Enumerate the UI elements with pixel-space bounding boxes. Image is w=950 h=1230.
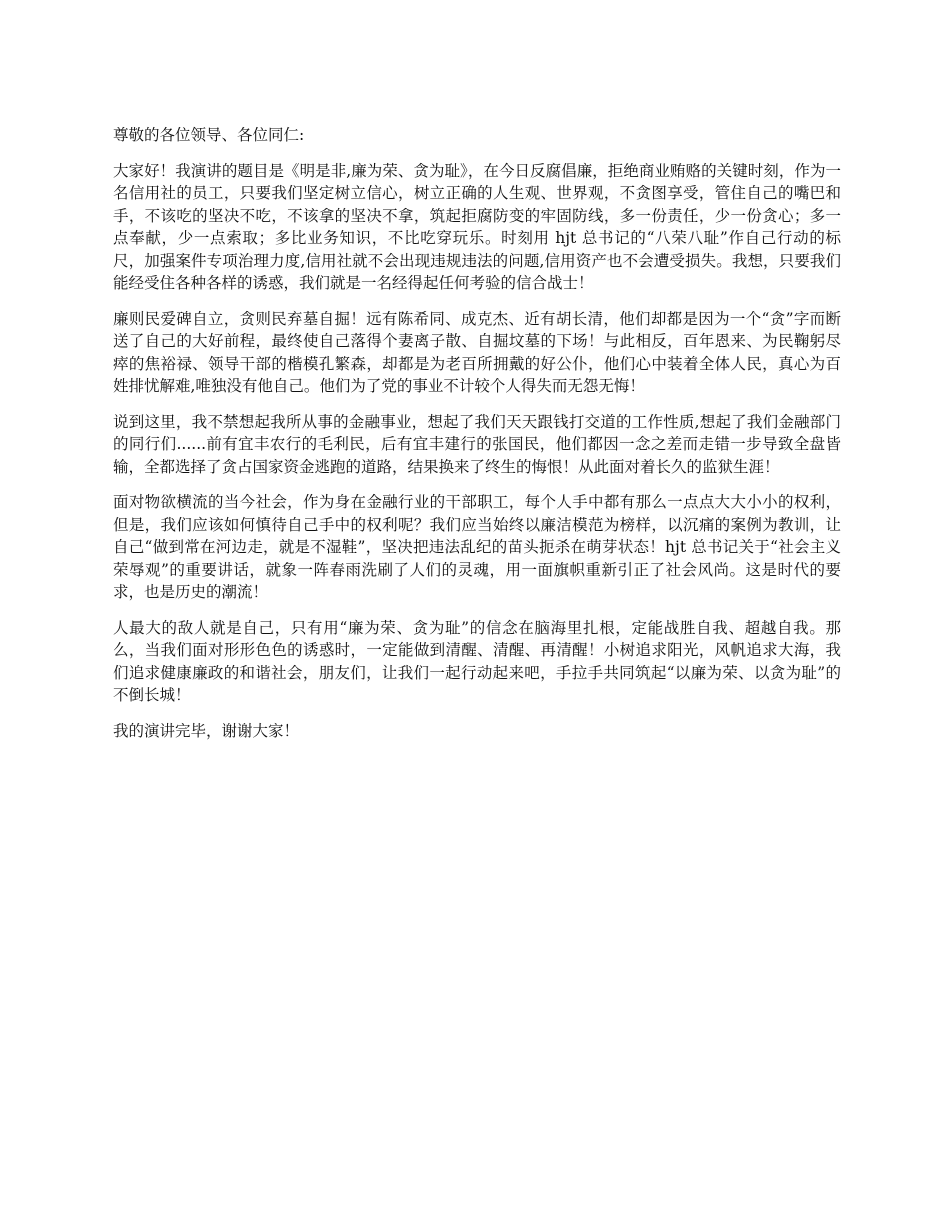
paragraph-integrity: 廉则民爱碑自立，贪则民弃墓自掘！远有陈希同、成克杰、近有胡长清，他们却都是因为一个“贪”字而断送了自己的大好前程，最终使自己落得个妻离子散、自掘坟墓的下场！与此相反，百年恩来、为民鞠躬尽瘁的焦裕禄、领导干部的楷模孔繁森，却都是为老百所拥戴的好公仆，他们心中装着全体人民，真心为百姓排忧解难,唯独没有他自己。他们为了党的事业不计较个人得失而无怨无悔！ (113, 309, 841, 395)
paragraph-intro: 大家好！我演讲的题目是《明是非,廉为荣、贪为耻》，在今日反腐倡廉，拒绝商业贿赂的关键时刻，作为一名信用社的员工，只要我们坚定树立信心，树立正确的人生观、世界观，不贪图享受，管住自己的嘴巴和手，不该吃的坚决不吃，不该拿的坚决不拿，筑起拒腐防变的牢固防线，多一份责任，少一份贪心；多一点奉献，少一点索取；多比业务知识，不比吃穿玩乐。时刻用 hjt 总书记的“八荣八耻”作自己行动的标尺，加强案件专项治理力度,信用社就不会出现违规违法的问题,信用资产也不会遭受损失。我想，只要我们能经受住各种各样的诱惑，我们就是一名经得起任何考验的信合战士！ (113, 161, 841, 292)
paragraph-society: 面对物欲横流的当今社会，作为身在金融行业的干部职工，每个人手中都有那么一点点大大小小的权利，但是，我们应该如何慎待自己手中的权利呢？我们应当始终以廉洁模范为榜样，以沉痛的案例为教训，让自己“做到常在河边走，就是不湿鞋”，坚决把违法乱纪的苗头扼杀在萌芽状态！hjt 总书记关于“社会主义荣辱观”的重要讲话，就象一阵春雨洗刷了人们的灵魂，用一面旗帜重新引正了社会风尚。这是时代的要求，也是历史的潮流！ (113, 493, 841, 601)
paragraph-self: 人最大的敌人就是自己，只有用“廉为荣、贪为耻”的信念在脑海里扎根，定能战胜自我、超越自我。那么，当我们面对形形色色的诱惑时，一定能做到清醒、清醒、再清醒！小树追求阳光，风帆追求大海，我们追求健康廉政的和谐社会，朋友们，让我们一起行动起来吧，手拉手共同筑起“以廉为荣、以贪为耻”的不倒长城！ (113, 618, 841, 704)
paragraph-finance: 说到这里，我不禁想起我所从事的金融事业，想起了我们天天跟钱打交道的工作性质,想起了我们金融部门的同行们......前有宜丰农行的毛利民，后有宜丰建行的张国民，他们都因一念之差而走错一步导致全盘皆输，全都选择了贪占国家资金逃跑的道路，结果换来了终生的悔恨！从此面对着长久的监狱生涯！ (113, 412, 841, 476)
salutation: 尊敬的各位领导、各位同仁: (113, 126, 305, 144)
speech-body (113, 124, 841, 755)
closing: 我的演讲完毕，谢谢大家！ (113, 721, 300, 740)
